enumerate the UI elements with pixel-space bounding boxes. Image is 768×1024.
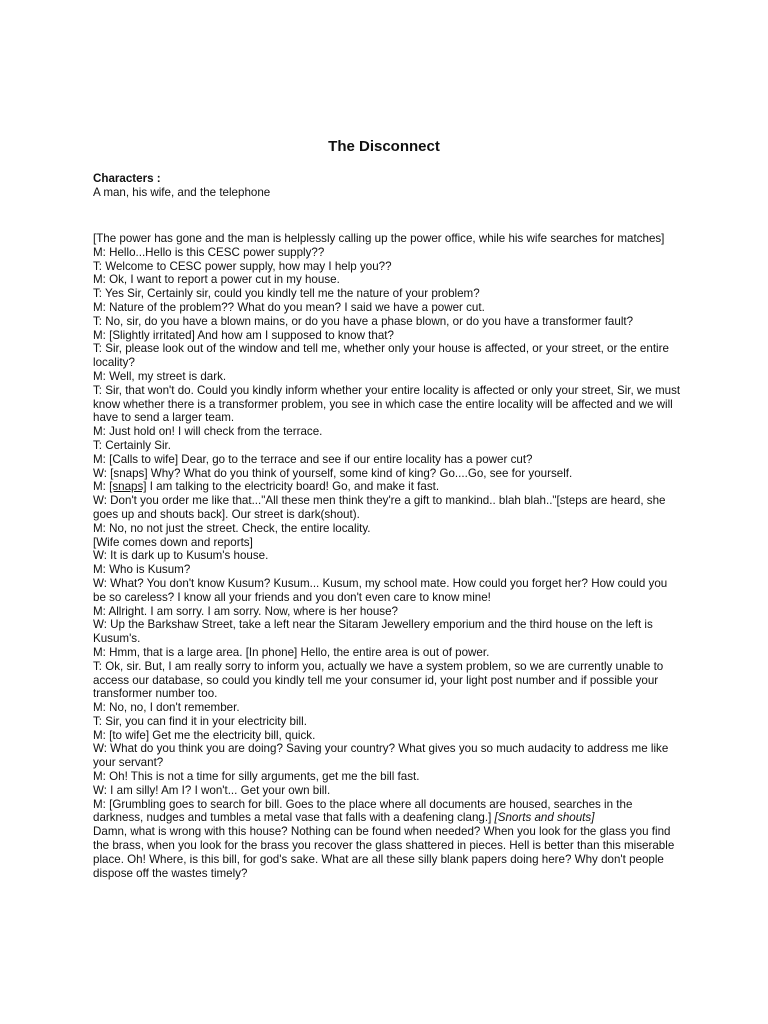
characters-heading: Characters :	[93, 172, 161, 185]
dialogue-line: M: Allright. I am sorry. I am sorry. Now, where is her house?	[93, 604, 398, 618]
dialogue-line: M: Nature of the problem?? What do you mean? I said we have a power cut.	[93, 300, 485, 314]
italic-stage-direction: [Snorts and shouts]	[494, 811, 595, 825]
dialogue-line: M: Well, my street is dark.	[93, 369, 227, 383]
dialogue-line-with-italic	[93, 798, 681, 826]
dialogue-line: W: Don't you order me like that..."All these men think they're a gift to mankind.. blah blah.."[steps are heard, she goes up and shouts back]. Our street is dark(shout).	[93, 494, 666, 521]
dialogue-line: [The power has gone and the man is helplessly calling up the power office, while his wife searches for matches]	[93, 232, 665, 245]
dialogue-line: [Wife comes down and reports]	[93, 535, 253, 549]
speaker-prefix: M:	[93, 480, 110, 494]
dialogue-line: M: Just hold on! I will check from the terrace.	[93, 425, 323, 439]
dialogue-line: T: Ok, sir. But, I am really sorry to inform you, actually we have a system problem, so we are currently unable to access our database, so could you kindly tell me your consumer id, your light post number and if possible your transformer number too.	[93, 659, 664, 701]
document-title: The Disconnect	[328, 138, 440, 155]
dialogue-line: W: It is dark up to Kusum's house.	[93, 549, 269, 563]
line-rest: I am talking to the electricity board! Go, and make it fast.	[146, 480, 440, 494]
dialogue-line: W: I am silly! Am I? I won't... Get your own bill.	[93, 783, 331, 797]
dialogue-line: M: Hello...Hello is this CESC power supply??	[93, 245, 325, 259]
dialogue-line: M: Who is Kusum?	[93, 563, 191, 577]
dialogue-line: M: No, no, I don't remember.	[93, 701, 240, 715]
dialogue-line: Damn, what is wrong with this house? Nothing can be found when needed? When you look for the glass you find the brass, when you look for the brass you recover the glass shattered in pieces. Hell is better than this miserable place. Oh! Where, is this bill, for god's sake. What are all these silly blank papers doing here? Why don't people dispose off the wastes timely?	[93, 825, 675, 880]
dialogue-line: W: Up the Barkshaw Street, take a left near the Sitaram Jewellery emporium and the third house on the left is Kusum's.	[93, 618, 653, 646]
characters-list: A man, his wife, and the telephone	[93, 186, 271, 199]
dialogue-line: T: Certainly Sir.	[93, 438, 171, 452]
dialogue-line: T: Sir, please look out of the window and tell me, whether only your house is affected, or your street, or the entire locality?	[93, 342, 669, 370]
dialogue-line-snaps	[93, 480, 681, 494]
dialogue-line: M: Oh! This is not a time for silly arguments, get me the bill fast.	[93, 770, 420, 784]
dialogue-line: T: Welcome to CESC power supply, how may I help you??	[93, 259, 392, 273]
script-body	[93, 232, 681, 880]
line-text: M: [Grumbling goes to search for bill. Goes to the place where all documents are housed, searches in the darkness, nudges and tumbles a metal vase that falls with a deafening clang.]	[93, 797, 633, 825]
dialogue-line: T: Sir, you can find it in your electricity bill.	[93, 714, 307, 728]
dialogue-line: W: What do you think you are doing? Saving your country? What gives you so much audacity to address me like your servant?	[93, 742, 669, 770]
dialogue-line: T: Yes Sir, Certainly sir, could you kindly tell me the nature of your problem?	[93, 287, 480, 301]
dialogue-line: M: Ok, I want to report a power cut in my house.	[93, 273, 340, 287]
dialogue-line: M: Hmm, that is a large area. [In phone] Hello, the entire area is out of power.	[93, 645, 490, 659]
dialogue-line: M: [to wife] Get me the electricity bill, quick.	[93, 728, 316, 742]
dialogue-line: M: [Calls to wife] Dear, go to the terrace and see if our entire locality has a power cut?	[93, 452, 533, 466]
underlined-stage-direction: [snaps]	[109, 480, 147, 494]
dialogue-line: T: Sir, that won't do. Could you kindly inform whether your entire locality is affected or only your street, Sir, we must know whether there is a transformer problem, you see in which case the entire locality will be affected and we will have to send a larger team.	[93, 383, 681, 425]
dialogue-line: M: [Slightly irritated] And how am I supposed to know that?	[93, 328, 394, 342]
dialogue-line: W: [snaps] Why? What do you think of yourself, some kind of king? Go....Go, see for yourself.	[93, 466, 573, 480]
dialogue-line: M: No, no not just the street. Check, the entire locality.	[93, 521, 371, 535]
characters-section	[93, 172, 683, 200]
dialogue-line: T: No, sir, do you have a blown mains, or do you have a phase blown, or do you have a transformer fault?	[93, 314, 634, 328]
dialogue-line: W: What? You don't know Kusum? Kusum... Kusum, my school mate. How could you forget her? How could you be so careless? I know all your friends and you don't even care to know mine!	[93, 576, 668, 604]
